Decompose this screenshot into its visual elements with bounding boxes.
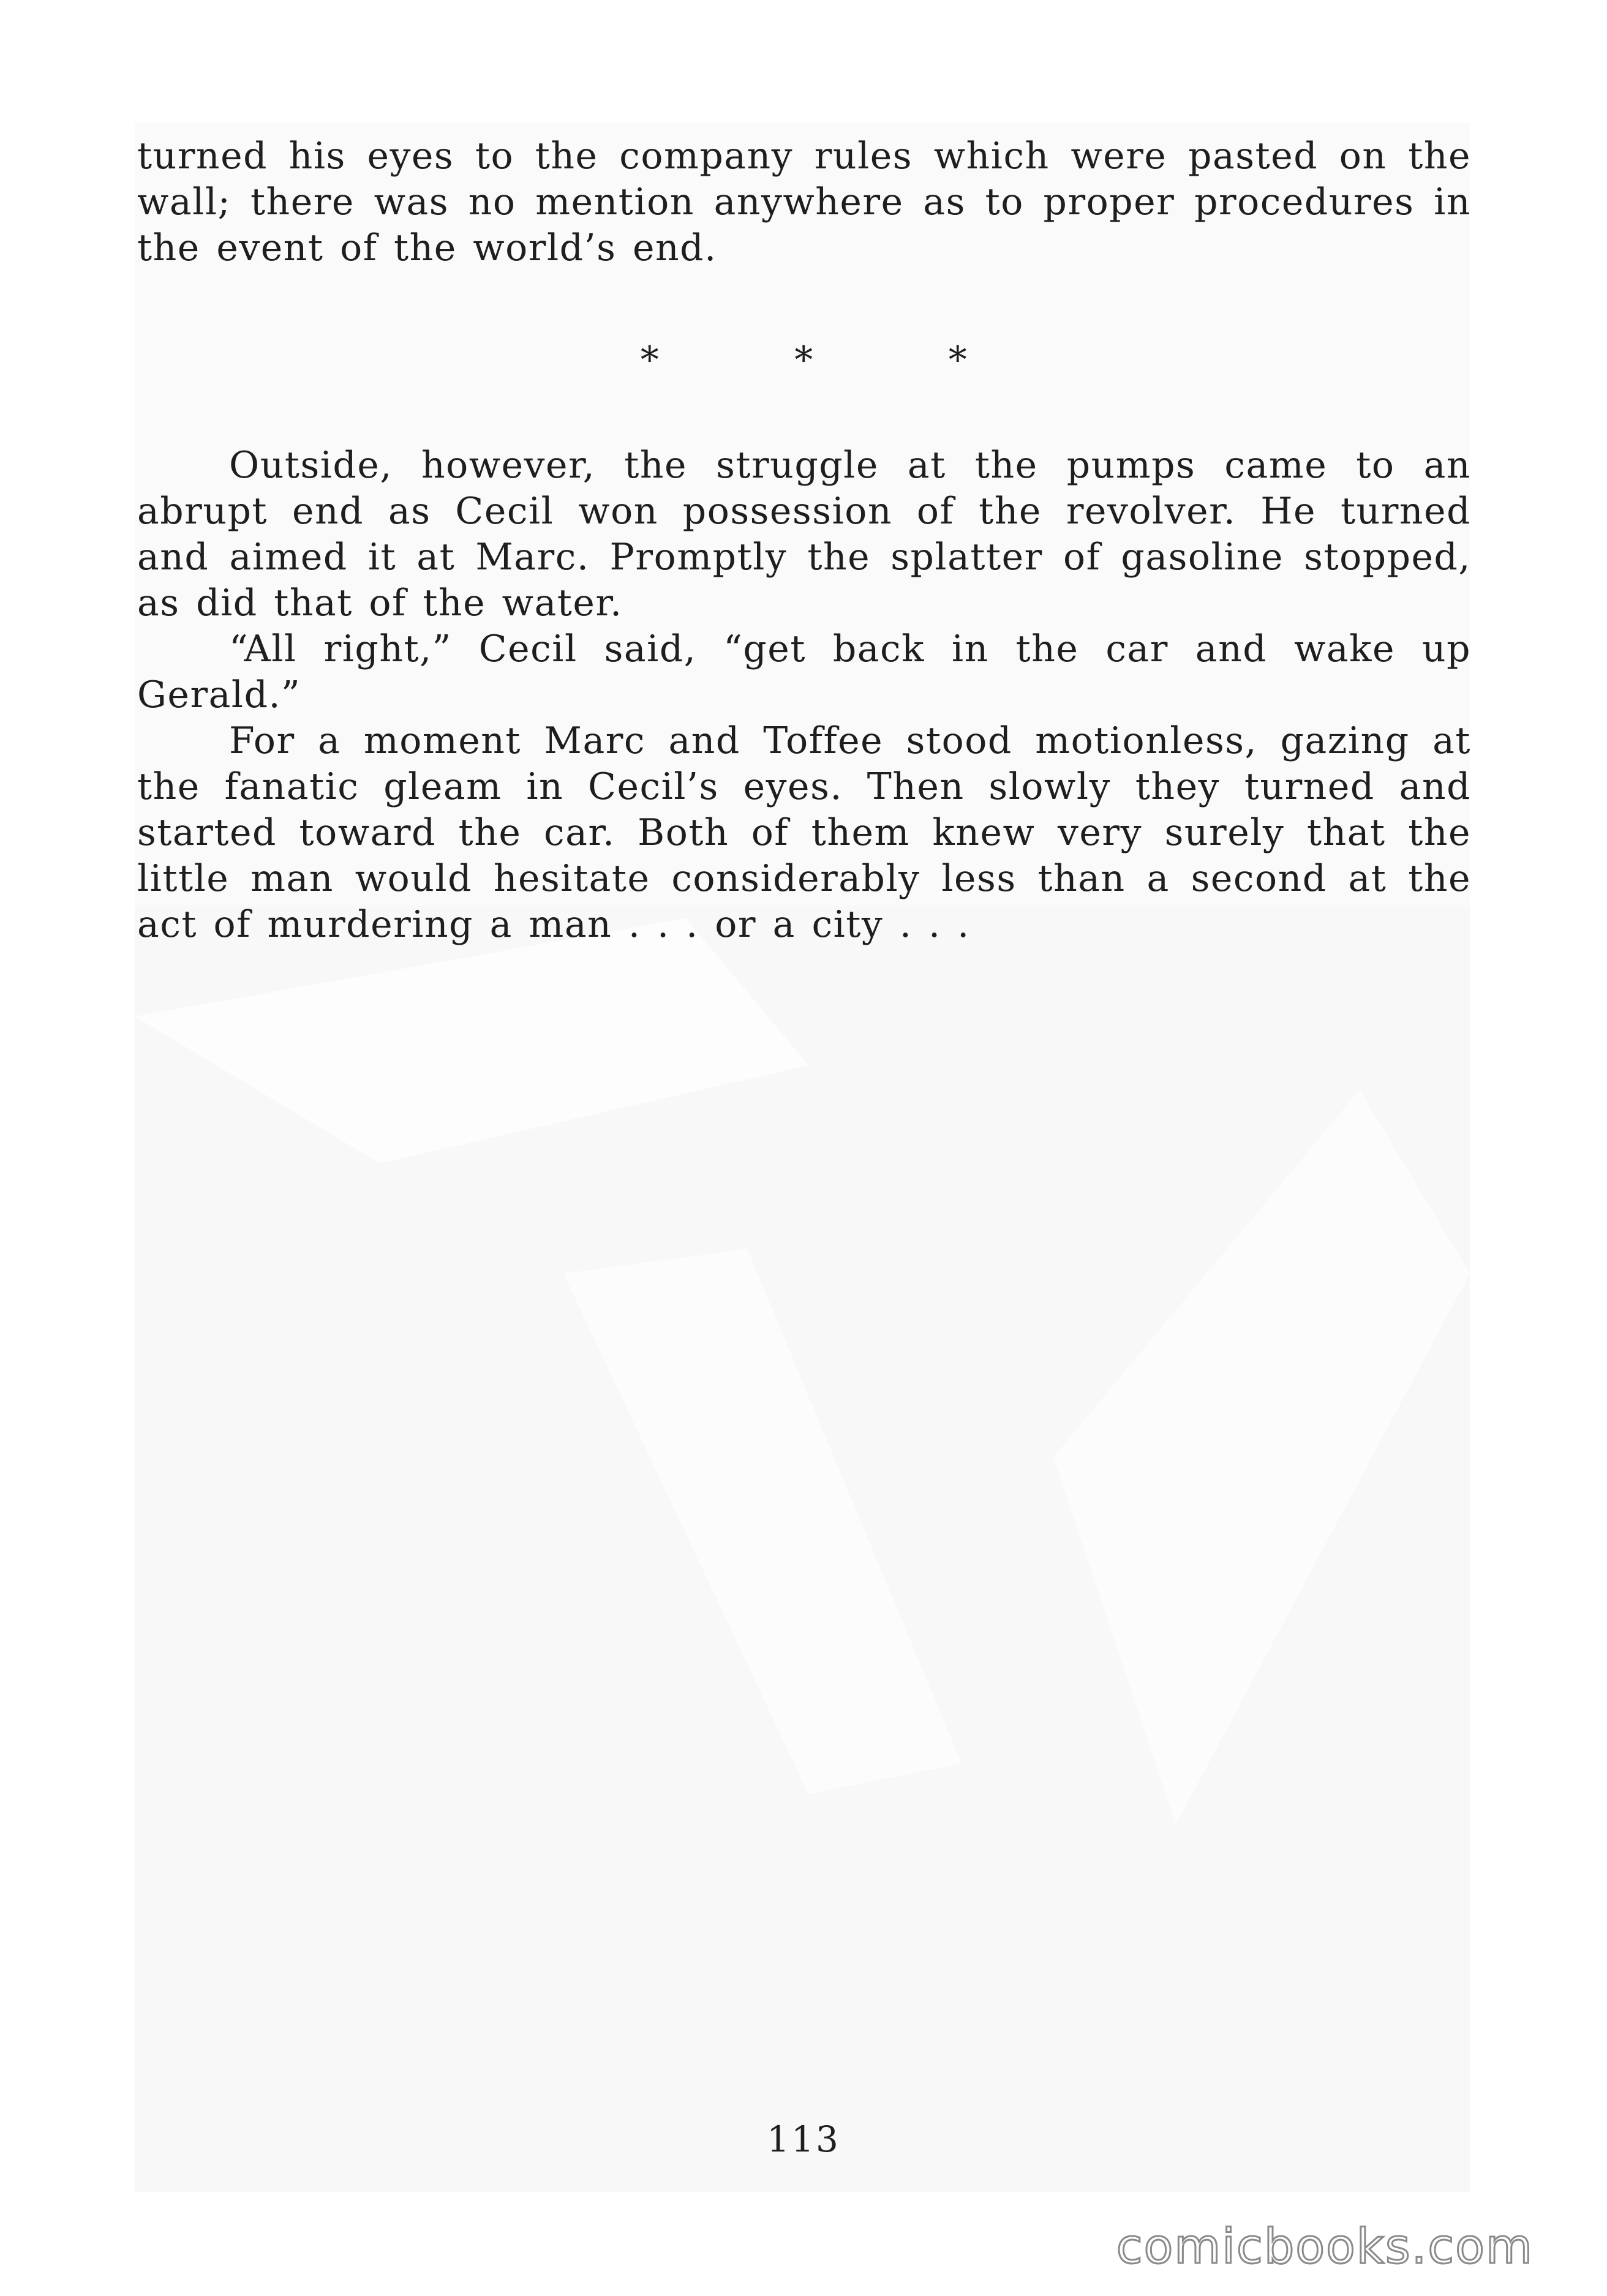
asterisk: * xyxy=(948,338,968,381)
asterisk: * xyxy=(640,338,660,381)
paragraph: For a moment Marc and Toffee stood motionless, gazing at the fanatic gleam in Cecil’s eyes. Then slowly they turned and started toward the car. Both of them knew very surely that the little man would hesitate considerably less than a second at the act of murdering a man . . . or a city . . . xyxy=(137,719,1471,946)
paragraph: “All right,” Cecil said, “get back in the car and wake up Gerald.” xyxy=(137,628,1471,716)
asterisk: * xyxy=(794,338,814,381)
body-text xyxy=(137,133,1471,948)
paragraph: Outside, however, the struggle at the pumps came to an abrupt end as Cecil won possession of the revolver. He turned and aimed it at Marc. Promptly the splatter of gasoline stopped, as did that of the water. xyxy=(137,444,1471,625)
watermark-logo: comicbooks.com xyxy=(1116,2219,1534,2275)
page-number: 113 xyxy=(767,2118,840,2160)
paragraph: turned his eyes to the company rules which were pasted on the wall; there was no mention anywhere as to proper procedures in the event of the world’s end. xyxy=(137,135,1471,269)
show-through-shape xyxy=(135,906,1470,2192)
section-break xyxy=(137,314,1471,406)
